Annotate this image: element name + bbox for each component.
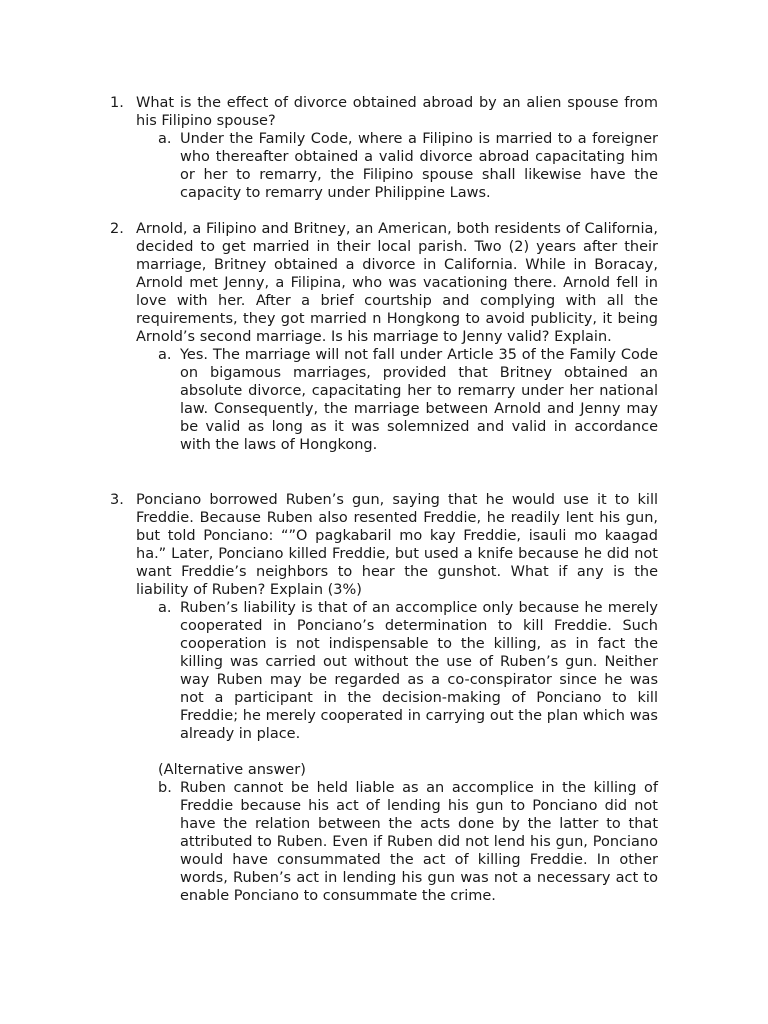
question-3 [110,491,658,905]
answer-item [158,779,658,905]
answer-item [158,130,658,202]
question-text: Ponciano borrowed Ruben’s gun, saying that he would use it to kill Freddie. Because Ruben also resented Freddie, he readily lent his gun, but told Ponciano: “”O pagkabaril mo kay Freddie, isauli mo kaagad ha.” Later, Ponciano killed Freddie, but used a knife because he did not want Freddie’s neighbors to hear the gunshot. What if any is the liability of Ruben? Explain (3%) [136,492,658,598]
answer-text: Ruben’s liability is that of an accomplice only because he merely cooperated in Ponciano’s determination to kill Freddie. Such cooperation is not indispensable to the killing, as in fact the killing was carried out without the use of Ruben’s gun. Neither way Ruben may be regarded as a co-conspirator since he was not a participant in the decision-making of Ponciano to kill Freddie; he merely cooperated in carrying out the plan which was already in place. [180,600,658,742]
alternative-answer-label: (Alternative answer) [158,762,306,778]
question-text: Arnold, a Filipino and Britney, an American, both residents of California, decided to get married in their local parish. Two (2) years after their marriage, Britney obtained a divorce in California. While in Boracay, Arnold met Jenny, a Filipina, who was vacationing there. Arnold fell in love with her. After a brief courtship and complying with all the requirements, they got married n Hongkong to avoid publicity, it being Arnold’s second marriage. Is his marriage to Jenny valid? Explain. [136,221,658,345]
answer-letter: a. [158,347,172,363]
question-text: What is the effect of divorce obtained abroad by an alien spouse from his Filipino spouse? [136,95,658,129]
answer-item [158,599,658,743]
question-2 [110,220,658,454]
answer-text: Under the Family Code, where a Filipino is married to a foreigner who thereafter obtained a valid divorce abroad capacitating him or her to remarry, the Filipino spouse shall likewise have the capacity to remarry under Philippine Laws. [180,131,658,201]
answer-letter: a. [158,600,172,616]
answer-item [158,346,658,454]
answer-letter: a. [158,131,172,147]
question-number: 3. [110,492,124,508]
question-1 [110,94,658,202]
question-number: 2. [110,221,124,237]
answer-text: Yes. The marriage will not fall under Article 35 of the Family Code on bigamous marriages, provided that Britney obtained an absolute divorce, capacitating her to remarry under her national law. Consequently, the marriage between Arnold and Jenny may be valid as long as it was solemnized and valid in accordance with the laws of Hongkong. [180,347,658,453]
question-number: 1. [110,95,124,111]
answer-letter: b. [158,780,172,796]
answer-text: Ruben cannot be held liable as an accomplice in the killing of Freddie because his act of lending his gun to Ponciano did not have the relation between the acts done by the latter to that attributed to Ruben. Even if Ruben did not lend his gun, Ponciano would have consummated the act of killing Freddie. In other words, Ruben’s act in lending his gun was not a necessary act to enable Ponciano to consummate the crime. [180,780,658,904]
